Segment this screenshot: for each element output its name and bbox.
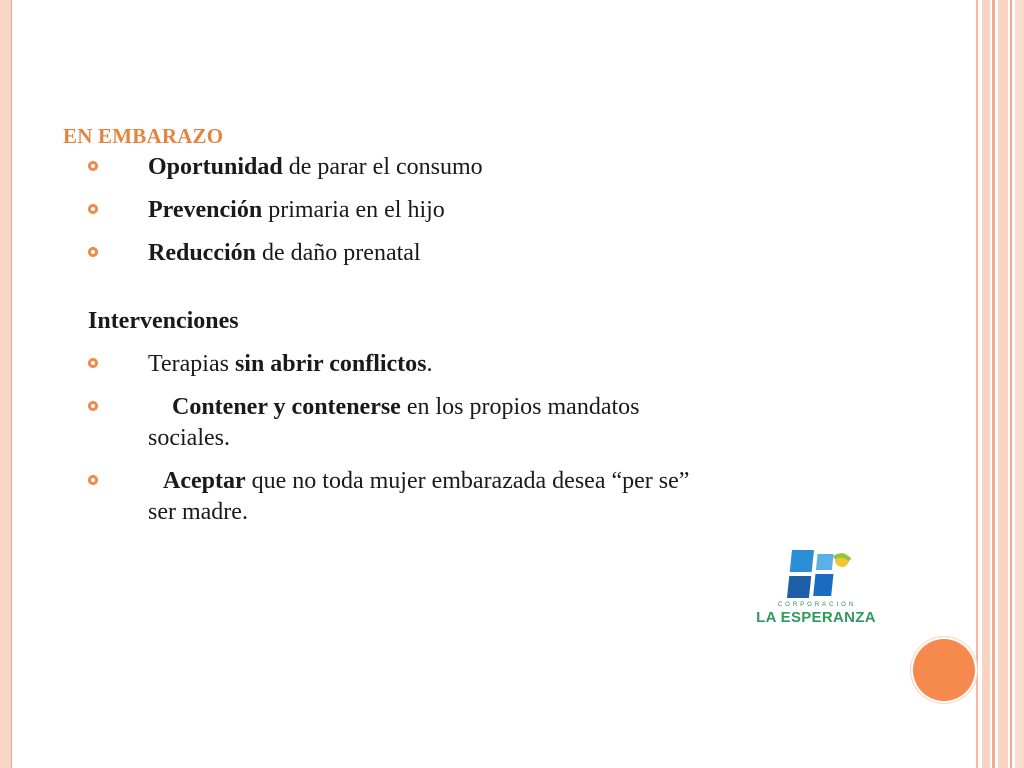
bullet-bold: Oportunidad xyxy=(148,154,283,180)
bullet-text: de daño prenatal xyxy=(256,240,421,266)
bullet-bold: Aceptar xyxy=(163,468,246,494)
bullet-item xyxy=(88,195,708,226)
slide-title: EN EMBARAZO xyxy=(63,124,224,148)
bullet-bold: Prevención xyxy=(148,197,263,223)
bullet-text: de parar el consumo xyxy=(282,154,483,180)
logo-subtitle: CORPORACION xyxy=(777,602,857,608)
bullet-bold: Reducción xyxy=(148,240,256,266)
bullet-icon xyxy=(88,247,98,257)
logo-mark-icon xyxy=(738,548,894,604)
left-border-decoration xyxy=(0,0,12,768)
bullet-pre xyxy=(148,394,172,420)
section-heading: Intervenciones xyxy=(88,308,239,334)
bullet-icon xyxy=(88,401,98,411)
right-stripes-decoration xyxy=(976,0,1024,768)
bullet-icon xyxy=(88,358,98,368)
bullet-bold: Contener y contenerse xyxy=(172,394,401,420)
bullet-icon xyxy=(88,475,98,485)
slide-content xyxy=(88,152,708,528)
corporacion-la-esperanza-logo xyxy=(738,548,894,628)
bullet-text: . xyxy=(426,351,433,377)
bullet-item xyxy=(88,152,708,183)
bullet-item xyxy=(88,392,708,454)
orange-circle-decoration xyxy=(913,639,975,701)
bullet-icon xyxy=(88,161,98,171)
bullet-text: que no toda mujer embarazada desea “per se” ser madre. xyxy=(148,468,690,525)
bullet-item xyxy=(88,238,708,269)
logo-name: LA ESPERANZA xyxy=(756,609,876,626)
bullet-item xyxy=(88,349,708,380)
bullet-text: en los propios mandatos sociales. xyxy=(148,394,640,451)
bullet-pre xyxy=(148,468,163,494)
bullet-bold: sin abrir conflictos xyxy=(234,351,427,377)
bullet-item xyxy=(88,466,708,528)
bullet-pre: Terapias xyxy=(148,351,235,377)
bullet-text: primaria en el hijo xyxy=(262,197,445,223)
bullet-icon xyxy=(88,204,98,214)
